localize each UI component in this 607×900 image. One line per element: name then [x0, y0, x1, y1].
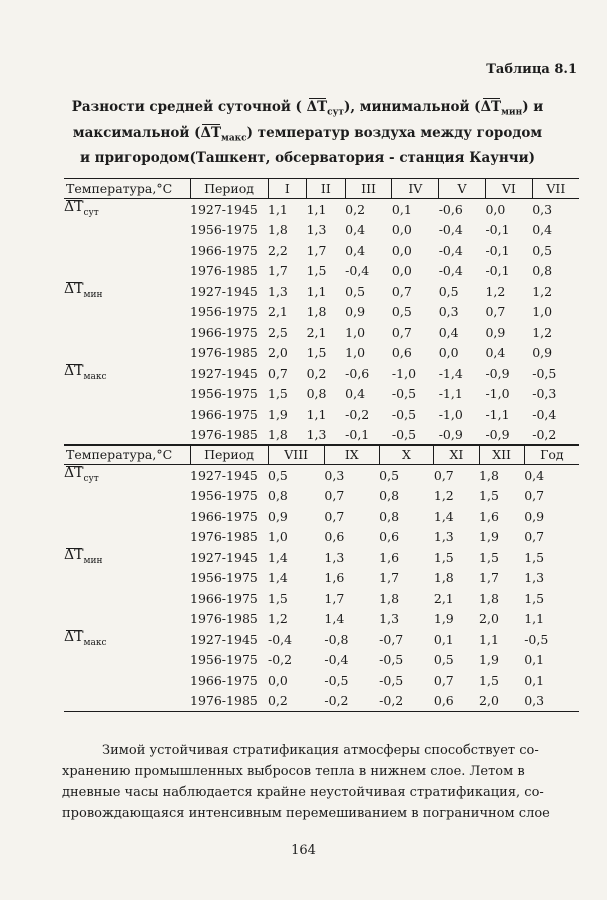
value-cell: 0,7: [524, 488, 545, 504]
value-cell: 0,4: [345, 242, 366, 258]
table-row: [64, 240, 579, 261]
quantity-subscript: мин: [83, 555, 103, 566]
caption-line-1: Разности средней суточной ( $\Delta T_{сут}$), минимальной $(\Delta T_{мин})$ и: [71, 99, 544, 118]
value-cell: -0,4: [268, 631, 293, 647]
value-cell: 0,1: [524, 652, 545, 668]
value-cell: -0,9: [485, 365, 510, 381]
value-cell: 1,3: [306, 222, 327, 238]
table-row: [64, 302, 579, 323]
value-cell: 1,5: [268, 590, 288, 606]
temperature-difference-table-jan-jul: [64, 178, 579, 446]
value-cell: 2,0: [479, 611, 499, 627]
value-cell: 1,5: [268, 386, 288, 402]
value-cell: 1,9: [479, 529, 499, 545]
period-cell: 1966-1975: [190, 324, 258, 340]
empty-cell: [64, 384, 190, 405]
value-cell: 0,8: [379, 488, 400, 504]
value-cell: -0,1: [345, 425, 392, 446]
value-cell: -1,4: [438, 365, 463, 381]
period-cell: 1956-1975: [190, 386, 258, 402]
value-cell: 0,4: [532, 222, 553, 238]
value-cell: 1,7: [479, 570, 499, 586]
value-cell: 1,5: [306, 263, 327, 279]
value-cell: 1,5: [524, 549, 545, 565]
header-month: XI: [434, 445, 479, 465]
table-header-row: [64, 445, 579, 465]
value-cell: -0,4: [324, 652, 349, 668]
value-cell: 1,1: [306, 201, 327, 217]
period-cell: 1976-1985: [190, 345, 258, 361]
value-cell: 1,7: [268, 263, 288, 279]
period-cell: 1976-1985: [190, 611, 258, 627]
table-row: [64, 363, 579, 384]
value-cell: 0,7: [324, 488, 345, 504]
quantity-subscript: макс: [83, 637, 107, 648]
empty-cell: [64, 322, 190, 343]
header-month: IV: [392, 179, 439, 199]
value-cell: 1,1: [479, 631, 499, 647]
empty-cell: [64, 240, 190, 261]
empty-cell: [64, 220, 190, 241]
value-cell: 0,5: [532, 242, 553, 258]
value-cell: 0,2: [268, 691, 324, 712]
value-cell: -1,1: [485, 406, 510, 422]
quantity-label: [64, 281, 190, 302]
value-cell: 0,6: [391, 345, 412, 361]
table-row: [64, 465, 579, 486]
value-cell: 1,5: [479, 672, 499, 688]
value-cell: 1,1: [524, 611, 545, 627]
value-cell: 0,3: [532, 201, 553, 217]
table-row: [64, 425, 579, 446]
value-cell: -0,9: [439, 425, 486, 446]
header-period: Период: [190, 179, 268, 199]
header-month: Год: [524, 445, 579, 465]
value-cell: 0,7: [391, 283, 412, 299]
period-cell: 1927-1945: [190, 283, 258, 299]
value-cell: -0,5: [524, 631, 549, 647]
quantity-label: [64, 199, 190, 220]
period-cell: 1966-1975: [190, 508, 258, 524]
quantity-subscript: мин: [83, 289, 103, 300]
page-number: 164: [291, 843, 316, 858]
header-temperature: Температура,°С: [64, 445, 190, 465]
value-cell: -0,6: [345, 365, 370, 381]
table-row: [64, 220, 579, 241]
table-row: [64, 404, 579, 425]
value-cell: 1,2: [485, 283, 506, 299]
period-cell: 1966-1975: [190, 672, 258, 688]
table-row: [64, 343, 579, 364]
delta-t-symbol: ΔT: [64, 199, 84, 215]
value-cell: 0,7: [268, 365, 288, 381]
value-cell: 0,0: [391, 242, 412, 258]
value-cell: 0,7: [433, 672, 454, 688]
empty-cell: [64, 261, 190, 282]
value-cell: 0,8: [306, 386, 327, 402]
table-row: [64, 588, 579, 609]
quantity-label: [64, 465, 190, 486]
value-cell: 0,0: [438, 345, 459, 361]
value-cell: 0,7: [433, 467, 454, 483]
value-cell: -0,7: [379, 631, 404, 647]
table-row: [64, 506, 579, 527]
value-cell: 0,3: [324, 467, 345, 483]
value-cell: 1,3: [307, 425, 346, 446]
value-cell: 1,0: [268, 529, 288, 545]
value-cell: 1,3: [379, 611, 400, 627]
value-cell: 1,1: [306, 283, 327, 299]
value-cell: 0,5: [391, 304, 412, 320]
value-cell: 0,9: [524, 508, 545, 524]
table-row: [64, 486, 579, 507]
header-month: III: [345, 179, 392, 199]
table-row: [64, 670, 579, 691]
table-row: [64, 691, 579, 712]
table-row: [64, 527, 579, 548]
value-cell: 0,3: [438, 304, 459, 320]
delta-t-symbol: ΔT: [64, 547, 84, 563]
table-row: [64, 547, 579, 568]
period-cell: 1927-1945: [190, 631, 258, 647]
empty-cell: [64, 506, 190, 527]
value-cell: -0,5: [532, 365, 557, 381]
value-cell: 1,5: [306, 345, 327, 361]
value-cell: 2,0: [268, 345, 288, 361]
value-cell: 1,8: [379, 590, 400, 606]
value-cell: 1,2: [433, 488, 454, 504]
period-cell: 1966-1975: [190, 590, 258, 606]
delta-t-symbol: ΔT: [64, 363, 84, 379]
value-cell: 0,2: [345, 201, 366, 217]
paragraph-line: дневные часы наблюдается крайне неустойчивая стратификация, со-: [62, 785, 544, 800]
value-cell: 2,5: [268, 324, 288, 340]
value-cell: 0,1: [433, 631, 454, 647]
value-cell: 2,1: [306, 324, 327, 340]
value-cell: 0,4: [345, 386, 366, 402]
caption-line-2: максимальной $(\Delta T_{макс})$ температур воздуха между городом: [72, 124, 543, 144]
value-cell: 1,9: [433, 611, 454, 627]
value-cell: -0,2: [345, 406, 370, 422]
value-cell: -0,2: [532, 425, 579, 446]
value-cell: 1,5: [524, 590, 545, 606]
period-cell: 1976-1985: [190, 263, 258, 279]
period-cell: 1956-1975: [190, 488, 258, 504]
value-cell: -0,5: [391, 386, 417, 402]
value-cell: -0,4: [532, 406, 557, 422]
header-temperature: Температура,°С: [64, 179, 190, 199]
table-row: [64, 281, 579, 302]
period-cell: 1956-1975: [190, 652, 258, 668]
value-cell: -0,8: [324, 631, 349, 647]
value-cell: -0,5: [379, 672, 404, 688]
value-cell: 1,5: [479, 549, 499, 565]
empty-cell: [64, 568, 190, 589]
value-cell: 1,3: [524, 570, 545, 586]
value-cell: 1,7: [306, 242, 327, 258]
value-cell: 0,7: [324, 508, 345, 524]
empty-cell: [64, 425, 190, 446]
value-cell: 0,7: [524, 529, 545, 545]
value-cell: -0,2: [379, 691, 434, 712]
table-row: [64, 261, 579, 282]
value-cell: -0,4: [438, 242, 463, 258]
value-cell: 1,0: [345, 345, 366, 361]
value-cell: 2,2: [268, 242, 288, 258]
value-cell: 1,8: [268, 425, 307, 446]
table-row: [64, 322, 579, 343]
value-cell: 2,1: [433, 590, 454, 606]
value-cell: 1,6: [479, 508, 499, 524]
value-cell: 0,9: [532, 345, 553, 361]
value-cell: -1,1: [438, 386, 463, 402]
table-number: Таблица 8.1: [486, 62, 577, 77]
value-cell: 0,4: [345, 222, 366, 238]
value-cell: 1,3: [268, 283, 288, 299]
value-cell: 0,8: [268, 488, 288, 504]
value-cell: -0,4: [438, 222, 463, 238]
value-cell: 0,9: [268, 508, 288, 524]
value-cell: -0,3: [532, 386, 557, 402]
value-cell: -0,1: [485, 242, 510, 258]
value-cell: 0,8: [532, 263, 553, 279]
table-row: [64, 384, 579, 405]
value-cell: -0,4: [345, 263, 370, 279]
value-cell: 1,2: [268, 611, 288, 627]
value-cell: 1,8: [479, 590, 499, 606]
value-cell: -1,0: [438, 406, 463, 422]
value-cell: 0,7: [485, 304, 506, 320]
value-cell: 1,4: [433, 508, 454, 524]
table-row: [64, 629, 579, 650]
value-cell: -1,0: [485, 386, 510, 402]
value-cell: 1,8: [306, 304, 327, 320]
period-cell: 1976-1985: [190, 425, 268, 446]
value-cell: 0,4: [485, 345, 506, 361]
header-month: V: [439, 179, 486, 199]
value-cell: 1,9: [479, 652, 499, 668]
period-cell: 1976-1985: [190, 529, 258, 545]
delta-t-symbol: ΔT: [64, 465, 84, 481]
value-cell: 2,0: [479, 691, 524, 712]
table-row: [64, 609, 579, 630]
empty-cell: [64, 343, 190, 364]
value-cell: 1,7: [379, 570, 400, 586]
table-row: [64, 199, 579, 220]
value-cell: 0,6: [324, 529, 345, 545]
value-cell: 1,6: [324, 570, 345, 586]
value-cell: 1,4: [268, 549, 288, 565]
table-row: [64, 568, 579, 589]
value-cell: 1,4: [268, 570, 288, 586]
value-cell: 1,2: [532, 283, 553, 299]
header-month: IX: [324, 445, 379, 465]
caption-line-3: и пригородом(Ташкент, обсерватория - станция Каунчи): [79, 150, 536, 167]
value-cell: 1,7: [324, 590, 345, 606]
value-cell: 0,1: [391, 201, 412, 217]
value-cell: 0,4: [524, 467, 545, 483]
value-cell: 0,7: [391, 324, 412, 340]
body-paragraph: [62, 740, 580, 824]
empty-cell: [64, 670, 190, 691]
temperature-difference-table-aug-year: [64, 444, 579, 712]
delta-t-symbol: ΔT: [64, 281, 84, 297]
value-cell: 0,6: [379, 529, 400, 545]
empty-cell: [64, 404, 190, 425]
paragraph-line: хранению промышленных выбросов тепла в нижнем слое. Летом в: [62, 764, 525, 779]
header-month: XII: [479, 445, 524, 465]
header-month: II: [307, 179, 346, 199]
value-cell: -0,2: [268, 652, 293, 668]
quantity-subscript: макс: [83, 371, 107, 382]
quantity-subscript: сут: [83, 207, 99, 218]
value-cell: -1,0: [391, 365, 417, 381]
paragraph-line: провождающаяся интенсивным перемешиванием в пограничном слое: [62, 806, 550, 821]
value-cell: 1,9: [268, 406, 288, 422]
period-cell: 1956-1975: [190, 304, 258, 320]
delta-t-symbol: ΔT: [64, 629, 84, 645]
table-header-row: [64, 179, 579, 199]
header-month: VIII: [268, 445, 324, 465]
value-cell: -0,9: [485, 425, 532, 446]
value-cell: 1,5: [479, 488, 499, 504]
value-cell: 1,5: [433, 549, 454, 565]
value-cell: 0,5: [438, 283, 459, 299]
quantity-label: [64, 547, 190, 568]
value-cell: 1,1: [306, 406, 327, 422]
value-cell: 0,9: [345, 304, 366, 320]
header-month: VI: [485, 179, 532, 199]
quantity-label: [64, 363, 190, 384]
value-cell: 0,5: [268, 467, 288, 483]
value-cell: 1,0: [532, 304, 553, 320]
value-cell: 0,5: [345, 283, 366, 299]
paragraph-line: Зимой устойчивая стратификация атмосферы способствует со-: [102, 743, 539, 758]
period-cell: 1966-1975: [190, 242, 258, 258]
empty-cell: [64, 527, 190, 548]
empty-cell: [64, 691, 190, 712]
period-cell: 1927-1945: [190, 549, 258, 565]
value-cell: 1,8: [268, 222, 288, 238]
value-cell: -0,5: [379, 652, 404, 668]
value-cell: -0,1: [485, 263, 510, 279]
empty-cell: [64, 302, 190, 323]
value-cell: 0,3: [524, 691, 579, 712]
period-cell: 1927-1945: [190, 365, 258, 381]
value-cell: -0,5: [324, 672, 349, 688]
value-cell: -0,2: [324, 691, 379, 712]
period-cell: 1927-1945: [190, 201, 258, 217]
empty-cell: [64, 588, 190, 609]
value-cell: 0,1: [524, 672, 545, 688]
empty-cell: [64, 486, 190, 507]
value-cell: 1,3: [324, 549, 345, 565]
value-cell: 1,8: [433, 570, 454, 586]
value-cell: 1,8: [479, 467, 499, 483]
value-cell: 0,0: [485, 201, 506, 217]
value-cell: -0,4: [438, 263, 463, 279]
empty-cell: [64, 609, 190, 630]
value-cell: 0,5: [433, 652, 454, 668]
period-cell: 1956-1975: [190, 222, 258, 238]
value-cell: -0,5: [392, 425, 439, 446]
period-cell: 1956-1975: [190, 570, 258, 586]
quantity-subscript: сут: [83, 473, 99, 484]
value-cell: 0,5: [379, 467, 400, 483]
value-cell: 0,0: [391, 222, 412, 238]
header-month: X: [379, 445, 434, 465]
value-cell: 0,8: [379, 508, 400, 524]
header-month: VII: [532, 179, 579, 199]
value-cell: 0,4: [438, 324, 459, 340]
value-cell: 1,6: [379, 549, 400, 565]
value-cell: 1,4: [324, 611, 345, 627]
period-cell: 1927-1945: [190, 467, 258, 483]
value-cell: -0,5: [391, 406, 417, 422]
value-cell: 1,2: [532, 324, 553, 340]
value-cell: 0,0: [268, 672, 288, 688]
value-cell: 0,0: [391, 263, 412, 279]
quantity-label: [64, 629, 190, 650]
value-cell: 0,6: [434, 691, 479, 712]
value-cell: 0,2: [306, 365, 327, 381]
empty-cell: [64, 650, 190, 671]
table-caption: [50, 97, 565, 168]
header-month: I: [268, 179, 307, 199]
value-cell: 2,1: [268, 304, 288, 320]
period-cell: 1976-1985: [190, 691, 268, 712]
value-cell: 1,1: [268, 201, 288, 217]
value-cell: 1,0: [345, 324, 366, 340]
value-cell: 0,9: [485, 324, 506, 340]
value-cell: -0,6: [438, 201, 463, 217]
value-cell: -0,1: [485, 222, 510, 238]
period-cell: 1966-1975: [190, 406, 258, 422]
header-period: Период: [190, 445, 268, 465]
table-row: [64, 650, 579, 671]
value-cell: 1,3: [433, 529, 454, 545]
